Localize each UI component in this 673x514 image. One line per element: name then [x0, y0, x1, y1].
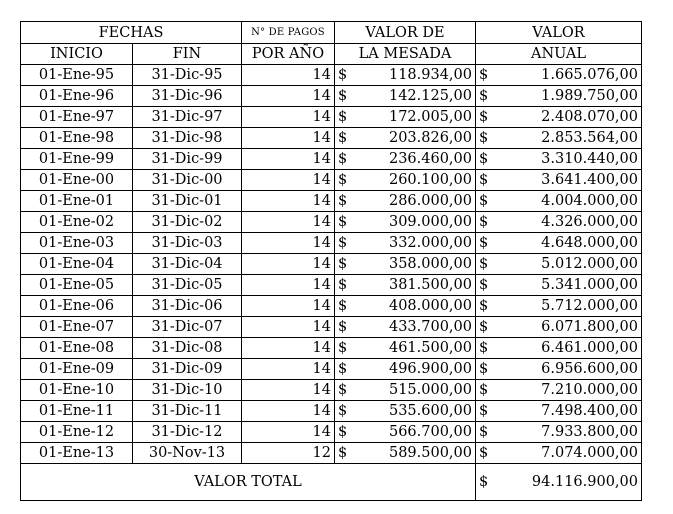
cell-inicio: 01-Ene-06	[21, 296, 133, 317]
cell-pagos: 14	[242, 254, 335, 275]
cell-fin: 31-Dic-98	[133, 128, 242, 149]
cell-mesada: 515.000,00	[363, 380, 476, 401]
cell-anual: 6.071.800,00	[504, 317, 642, 338]
cell-inicio: 01-Ene-08	[21, 338, 133, 359]
cell-mesada-currency: $	[335, 380, 363, 401]
header-pagos-line2: POR AÑO	[242, 44, 335, 65]
cell-pagos: 14	[242, 65, 335, 86]
cell-pagos: 14	[242, 149, 335, 170]
cell-pagos: 14	[242, 380, 335, 401]
table-row	[21, 443, 642, 464]
cell-mesada-currency: $	[335, 254, 363, 275]
header-row-1	[21, 22, 642, 44]
cell-mesada-currency: $	[335, 212, 363, 233]
cell-anual: 3.310.440,00	[504, 149, 642, 170]
cell-pagos: 14	[242, 128, 335, 149]
cell-inicio: 01-Ene-96	[21, 86, 133, 107]
cell-fin: 31-Dic-97	[133, 107, 242, 128]
cell-anual: 1.665.076,00	[504, 65, 642, 86]
cell-anual: 4.326.000,00	[504, 212, 642, 233]
cell-mesada-currency: $	[335, 317, 363, 338]
cell-anual: 5.341.000,00	[504, 275, 642, 296]
table-row	[21, 317, 642, 338]
cell-fin: 31-Dic-11	[133, 401, 242, 422]
cell-mesada: 286.000,00	[363, 191, 476, 212]
cell-anual: 6.461.000,00	[504, 338, 642, 359]
cell-inicio: 01-Ene-98	[21, 128, 133, 149]
total-label: VALOR TOTAL	[21, 464, 476, 501]
table-row	[21, 86, 642, 107]
cell-anual-currency: $	[476, 128, 504, 149]
cell-mesada: 408.000,00	[363, 296, 476, 317]
cell-anual-currency: $	[476, 422, 504, 443]
cell-pagos: 14	[242, 275, 335, 296]
table-row	[21, 212, 642, 233]
cell-anual-currency: $	[476, 296, 504, 317]
pension-table	[20, 21, 642, 501]
cell-mesada-currency: $	[335, 338, 363, 359]
cell-inicio: 01-Ene-03	[21, 233, 133, 254]
header-pagos-line1: N° DE PAGOS	[242, 22, 335, 44]
cell-inicio: 01-Ene-05	[21, 275, 133, 296]
cell-mesada: 433.700,00	[363, 317, 476, 338]
cell-anual-currency: $	[476, 317, 504, 338]
cell-anual: 7.933.800,00	[504, 422, 642, 443]
cell-fin: 31-Dic-07	[133, 317, 242, 338]
cell-mesada: 381.500,00	[363, 275, 476, 296]
cell-inicio: 01-Ene-99	[21, 149, 133, 170]
table-row	[21, 401, 642, 422]
cell-pagos: 14	[242, 107, 335, 128]
cell-mesada: 461.500,00	[363, 338, 476, 359]
cell-pagos: 12	[242, 443, 335, 464]
cell-mesada-currency: $	[335, 191, 363, 212]
cell-mesada-currency: $	[335, 401, 363, 422]
cell-anual-currency: $	[476, 191, 504, 212]
table-row	[21, 107, 642, 128]
cell-mesada-currency: $	[335, 275, 363, 296]
table-row	[21, 275, 642, 296]
cell-anual: 7.210.000,00	[504, 380, 642, 401]
cell-mesada-currency: $	[335, 170, 363, 191]
cell-inicio: 01-Ene-01	[21, 191, 133, 212]
cell-fin: 31-Dic-08	[133, 338, 242, 359]
table-row	[21, 191, 642, 212]
table-body	[21, 22, 642, 501]
cell-inicio: 01-Ene-09	[21, 359, 133, 380]
cell-mesada-currency: $	[335, 233, 363, 254]
cell-fin: 31-Dic-09	[133, 359, 242, 380]
cell-fin: 31-Dic-01	[133, 191, 242, 212]
cell-anual-currency: $	[476, 170, 504, 191]
cell-mesada-currency: $	[335, 149, 363, 170]
cell-inicio: 01-Ene-00	[21, 170, 133, 191]
cell-anual: 1.989.750,00	[504, 86, 642, 107]
header-fechas: FECHAS	[21, 22, 242, 44]
cell-mesada: 535.600,00	[363, 401, 476, 422]
cell-mesada-currency: $	[335, 128, 363, 149]
table-row	[21, 338, 642, 359]
cell-fin: 31-Dic-00	[133, 170, 242, 191]
cell-anual: 4.004.000,00	[504, 191, 642, 212]
cell-mesada-currency: $	[335, 443, 363, 464]
cell-anual: 4.648.000,00	[504, 233, 642, 254]
table-row	[21, 359, 642, 380]
cell-anual-currency: $	[476, 338, 504, 359]
total-currency: $	[476, 464, 504, 501]
cell-fin: 31-Dic-10	[133, 380, 242, 401]
cell-anual-currency: $	[476, 401, 504, 422]
cell-pagos: 14	[242, 233, 335, 254]
table-row	[21, 65, 642, 86]
cell-pagos: 14	[242, 191, 335, 212]
cell-fin: 31-Dic-12	[133, 422, 242, 443]
cell-anual-currency: $	[476, 149, 504, 170]
header-anual-line2: ANUAL	[476, 44, 642, 65]
cell-pagos: 14	[242, 359, 335, 380]
cell-anual: 2.408.070,00	[504, 107, 642, 128]
cell-inicio: 01-Ene-04	[21, 254, 133, 275]
cell-inicio: 01-Ene-10	[21, 380, 133, 401]
cell-mesada-currency: $	[335, 296, 363, 317]
cell-anual-currency: $	[476, 86, 504, 107]
cell-anual: 7.498.400,00	[504, 401, 642, 422]
cell-mesada-currency: $	[335, 65, 363, 86]
cell-anual: 3.641.400,00	[504, 170, 642, 191]
header-row-2	[21, 44, 642, 65]
cell-anual-currency: $	[476, 254, 504, 275]
cell-fin: 31-Dic-99	[133, 149, 242, 170]
cell-inicio: 01-Ene-13	[21, 443, 133, 464]
cell-pagos: 14	[242, 422, 335, 443]
cell-mesada: 203.826,00	[363, 128, 476, 149]
cell-mesada: 236.460,00	[363, 149, 476, 170]
cell-anual-currency: $	[476, 380, 504, 401]
cell-mesada: 260.100,00	[363, 170, 476, 191]
cell-mesada: 118.934,00	[363, 65, 476, 86]
cell-pagos: 14	[242, 170, 335, 191]
cell-inicio: 01-Ene-02	[21, 212, 133, 233]
cell-fin: 31-Dic-03	[133, 233, 242, 254]
header-inicio: INICIO	[21, 44, 133, 65]
cell-mesada: 332.000,00	[363, 233, 476, 254]
cell-fin: 31-Dic-96	[133, 86, 242, 107]
cell-pagos: 14	[242, 212, 335, 233]
cell-pagos: 14	[242, 338, 335, 359]
cell-inicio: 01-Ene-11	[21, 401, 133, 422]
cell-anual: 7.074.000,00	[504, 443, 642, 464]
table-row	[21, 422, 642, 443]
header-mesada-line1: VALOR DE	[335, 22, 476, 44]
cell-mesada: 589.500,00	[363, 443, 476, 464]
cell-anual: 2.853.564,00	[504, 128, 642, 149]
table-row	[21, 170, 642, 191]
table-row	[21, 296, 642, 317]
table-row	[21, 128, 642, 149]
cell-mesada: 172.005,00	[363, 107, 476, 128]
cell-anual-currency: $	[476, 275, 504, 296]
cell-mesada: 566.700,00	[363, 422, 476, 443]
cell-anual: 5.712.000,00	[504, 296, 642, 317]
cell-anual: 5.012.000,00	[504, 254, 642, 275]
cell-pagos: 14	[242, 317, 335, 338]
cell-mesada-currency: $	[335, 107, 363, 128]
header-anual-line1: VALOR	[476, 22, 642, 44]
table-row	[21, 149, 642, 170]
cell-anual: 6.956.600,00	[504, 359, 642, 380]
cell-pagos: 14	[242, 296, 335, 317]
cell-fin: 31-Dic-05	[133, 275, 242, 296]
cell-fin: 30-Nov-13	[133, 443, 242, 464]
cell-anual-currency: $	[476, 65, 504, 86]
cell-anual-currency: $	[476, 212, 504, 233]
header-mesada-line2: LA MESADA	[335, 44, 476, 65]
cell-mesada-currency: $	[335, 86, 363, 107]
cell-anual-currency: $	[476, 359, 504, 380]
total-row	[21, 464, 642, 501]
cell-anual-currency: $	[476, 443, 504, 464]
cell-mesada: 358.000,00	[363, 254, 476, 275]
cell-mesada-currency: $	[335, 422, 363, 443]
cell-mesada-currency: $	[335, 359, 363, 380]
table-row	[21, 233, 642, 254]
table-row	[21, 380, 642, 401]
cell-mesada: 142.125,00	[363, 86, 476, 107]
cell-fin: 31-Dic-02	[133, 212, 242, 233]
cell-inicio: 01-Ene-97	[21, 107, 133, 128]
cell-anual-currency: $	[476, 233, 504, 254]
header-fin: FIN	[133, 44, 242, 65]
cell-pagos: 14	[242, 86, 335, 107]
cell-mesada: 496.900,00	[363, 359, 476, 380]
cell-fin: 31-Dic-95	[133, 65, 242, 86]
total-value: 94.116.900,00	[504, 464, 642, 501]
cell-inicio: 01-Ene-12	[21, 422, 133, 443]
cell-anual-currency: $	[476, 107, 504, 128]
cell-pagos: 14	[242, 401, 335, 422]
cell-mesada: 309.000,00	[363, 212, 476, 233]
cell-inicio: 01-Ene-95	[21, 65, 133, 86]
cell-fin: 31-Dic-06	[133, 296, 242, 317]
cell-fin: 31-Dic-04	[133, 254, 242, 275]
cell-inicio: 01-Ene-07	[21, 317, 133, 338]
table-row	[21, 254, 642, 275]
